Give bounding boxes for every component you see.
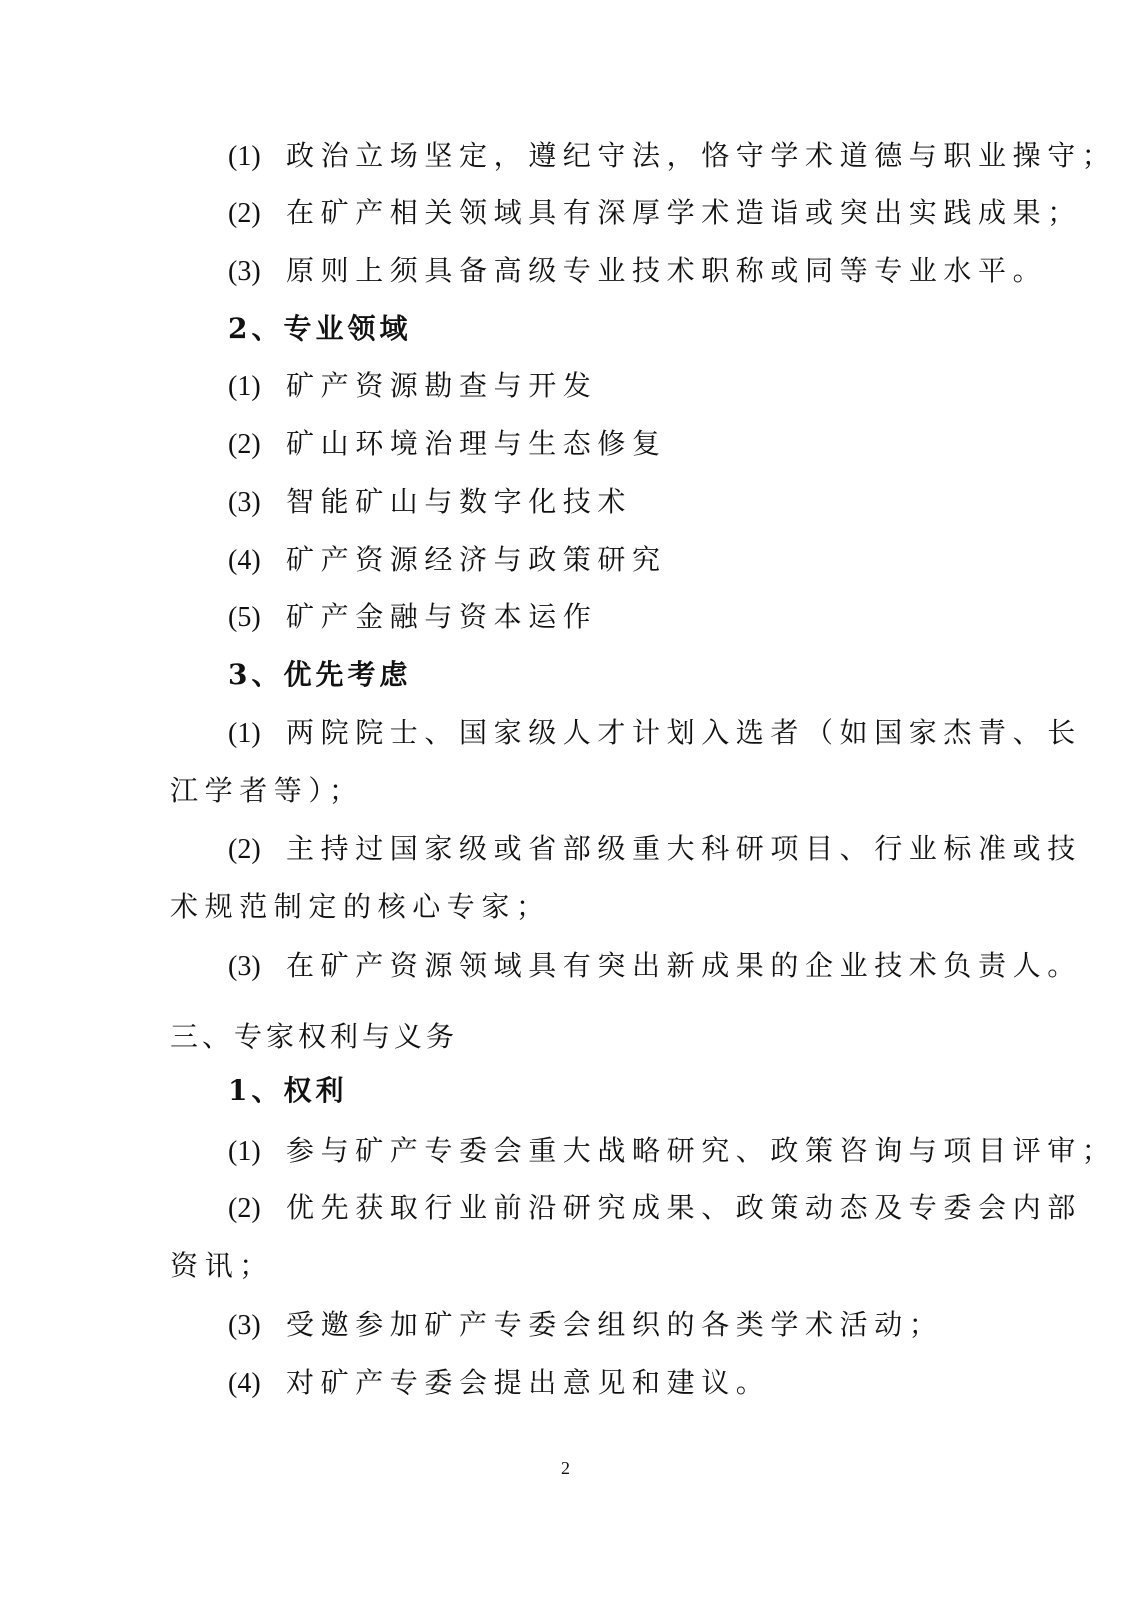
item-text: 两院院士、国家级人才计划入选者（如国家杰青、长 <box>286 716 1082 749</box>
item-number: (1) <box>228 1136 261 1167</box>
rights-item <box>228 1131 1116 1171</box>
item-number: (4) <box>228 545 261 576</box>
priority-item <box>228 946 1082 986</box>
item-number: (1) <box>228 718 261 749</box>
item-number: (3) <box>228 256 261 287</box>
item-text: 政治立场坚定，遵纪守法，恪守学术道德与职业操守； <box>286 139 1117 172</box>
item-text: 矿产资源勘查与开发 <box>286 369 598 402</box>
item-number: (3) <box>228 487 261 518</box>
priority-item-continuation <box>170 771 364 811</box>
subsection-heading: 3、优先考虑 <box>228 658 412 691</box>
page-number: 2 <box>561 1458 570 1478</box>
criteria-item <box>228 193 1082 233</box>
item-number: (5) <box>228 602 261 633</box>
section-heading: 三、专家权利与义务 <box>170 1020 459 1053</box>
subsection-heading: 2、专业领域 <box>228 312 412 345</box>
item-text-continued: 资讯； <box>170 1249 274 1282</box>
rights-item <box>228 1188 1082 1228</box>
item-number: (3) <box>228 951 261 982</box>
item-text: 在矿产相关领域具有深厚学术造诣或突出实践成果； <box>286 196 1082 229</box>
field-item <box>228 366 597 406</box>
item-number: (2) <box>228 1193 261 1224</box>
field-item <box>228 482 632 522</box>
item-number: (1) <box>228 371 261 402</box>
item-text: 参与矿产专委会重大战略研究、政策咨询与项目评审； <box>286 1134 1117 1167</box>
item-number: (2) <box>228 198 261 229</box>
item-text: 原则上须具备高级专业技术职称或同等专业水平。 <box>286 254 1048 287</box>
item-text: 在矿产资源领域具有突出新成果的企业技术负责人。 <box>286 949 1082 982</box>
item-number: (2) <box>228 429 261 460</box>
item-text: 矿产金融与资本运作 <box>286 600 598 633</box>
rights-item <box>228 1305 943 1345</box>
field-item <box>228 597 597 637</box>
item-text: 主持过国家级或省部级重大科研项目、行业标准或技 <box>286 832 1082 865</box>
item-number: (3) <box>228 1310 261 1341</box>
item-text: 优先获取行业前沿研究成果、政策动态及专委会内部 <box>286 1191 1082 1224</box>
subsection-heading: 1、权利 <box>228 1074 348 1107</box>
item-text: 对矿产专委会提出意见和建议。 <box>286 1366 771 1399</box>
item-text: 受邀参加矿产专委会组织的各类学术活动； <box>286 1308 944 1341</box>
field-item <box>228 540 667 580</box>
item-text-continued: 术规范制定的核心专家； <box>170 890 551 923</box>
item-number: (4) <box>228 1368 261 1399</box>
priority-item-continuation <box>170 887 551 927</box>
item-text: 矿山环境治理与生态修复 <box>286 427 667 460</box>
rights-item <box>228 1363 770 1403</box>
priority-item <box>228 713 1082 753</box>
criteria-item <box>228 136 1116 176</box>
item-number: (2) <box>228 834 261 865</box>
item-number: (1) <box>228 141 261 172</box>
priority-item <box>228 829 1082 869</box>
item-text: 矿产资源经济与政策研究 <box>286 543 667 576</box>
criteria-item <box>228 251 1047 291</box>
field-item <box>228 424 667 464</box>
item-text: 智能矿山与数字化技术 <box>286 485 633 518</box>
rights-item-continuation <box>170 1246 274 1286</box>
item-text-continued: 江学者等）； <box>170 774 364 807</box>
